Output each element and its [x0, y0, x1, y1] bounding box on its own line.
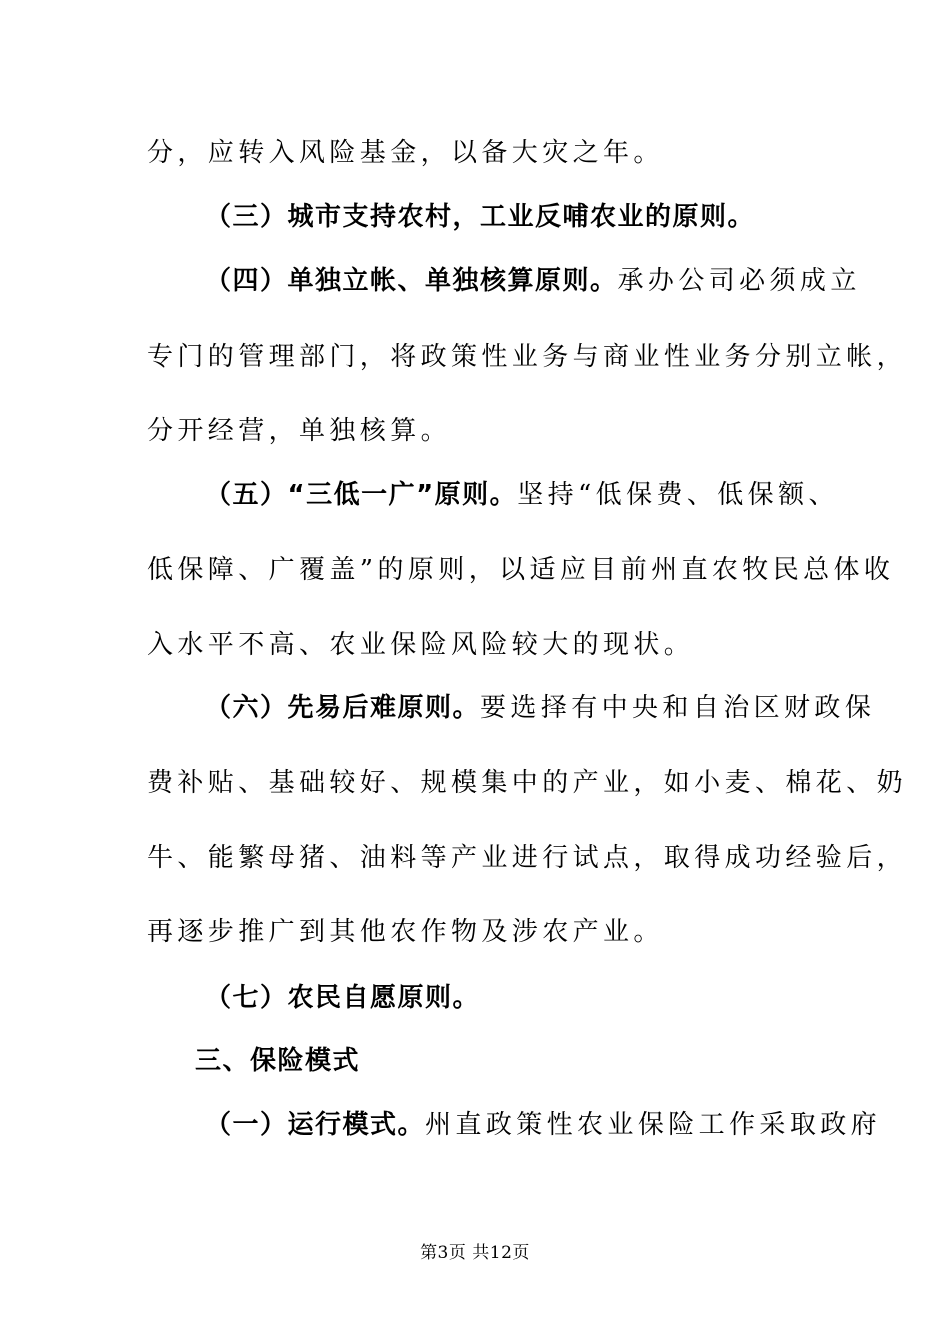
text-line: 费补贴、基础较好、规模集中的产业，如小麦、棉花、奶 — [147, 768, 908, 798]
text-line: 低保障、广覆盖”的原则，以适应目前州直农牧民总体收 — [147, 555, 895, 585]
text-line: 再逐步推广到其他农作物及涉农产业。 — [147, 917, 664, 947]
heading-operation-mode: （一）运行模式。 — [205, 1110, 426, 1140]
text-line: 牛、能繁母猪、油料等产业进行试点，取得成功经验后， — [147, 843, 908, 873]
text-span: 承办公司必须成立 — [617, 266, 861, 296]
heading-principle-4: （四）单独立帐、单独核算原则。 — [205, 266, 618, 296]
text-span: 坚持“低保费、低保额、 — [517, 480, 839, 510]
page-number-footer: 第3页 共12页 — [420, 1243, 530, 1263]
heading-principle-6: （六）先易后难原则。 — [205, 693, 481, 723]
section-heading-3: 三、保险模式 — [195, 1046, 361, 1076]
heading-principle-5: （五）“三低一广”原则。 — [205, 480, 518, 510]
heading-principle-7: （七）农民自愿原则。 — [205, 983, 481, 1013]
text-line: 分，应转入风险基金，以备大灾之年。 — [147, 138, 664, 168]
paragraph-principle-4 — [205, 266, 861, 296]
paragraph-principle-6 — [205, 693, 875, 723]
text-line: 入水平不高、农业保险风险较大的现状。 — [147, 630, 695, 660]
text-span: 州直政策性农业保险工作采取政府 — [425, 1110, 882, 1140]
paragraph-principle-5 — [205, 480, 839, 510]
text-span: 要选择有中央和自治区财政保 — [480, 693, 876, 723]
text-line: 分开经营，单独核算。 — [147, 416, 452, 446]
heading-principle-3: （三）城市支持农村，工业反哺农业的原则。 — [205, 202, 756, 232]
paragraph-operation-mode — [205, 1110, 881, 1140]
text-line: 专门的管理部门，将政策性业务与商业性业务分别立帐， — [147, 342, 908, 372]
